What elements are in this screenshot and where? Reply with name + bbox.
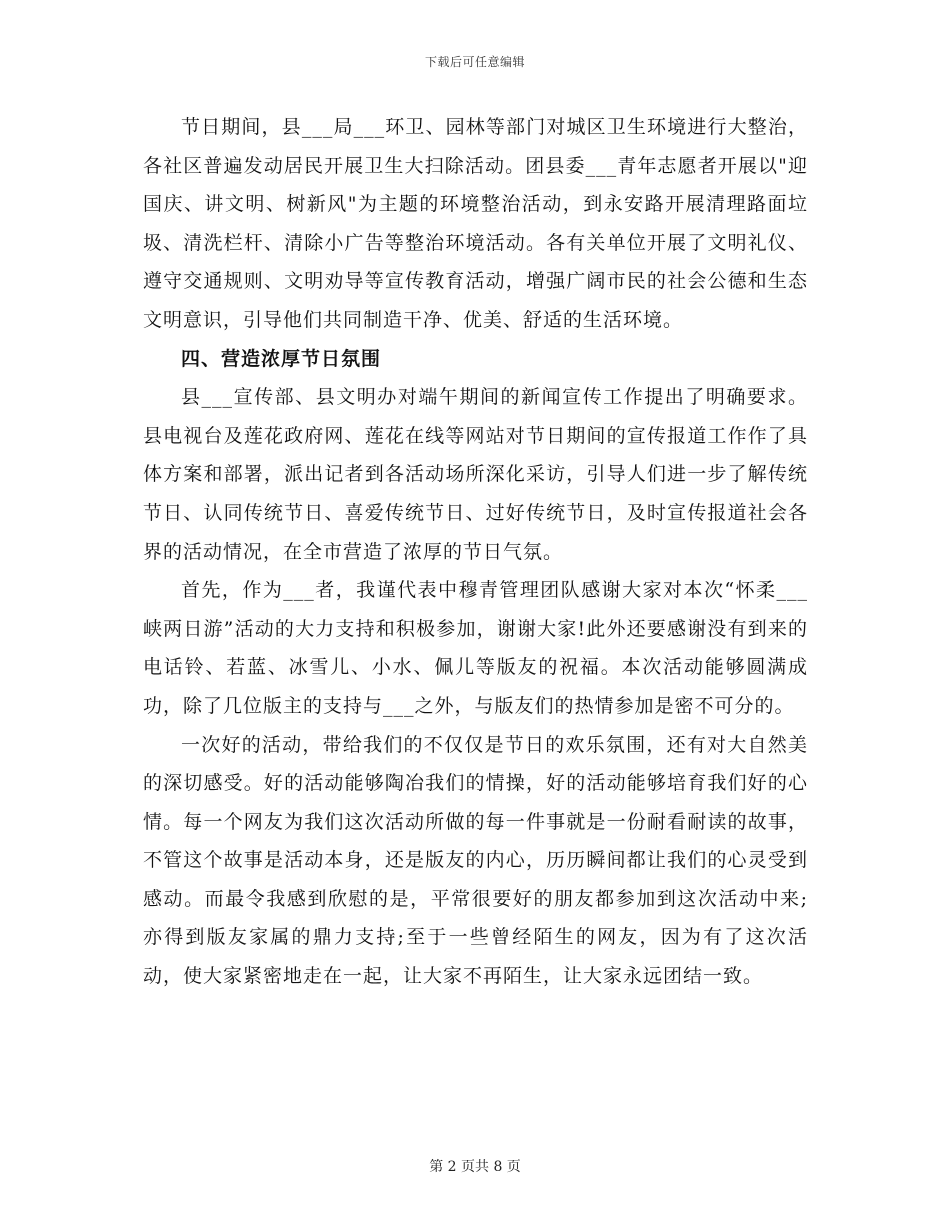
paragraph-sanitation: 节日期间，县___局___环卫、园林等部门对城区卫生环境进行大整治，各社区普遍发动居民开展卫生大扫除活动。团县委___青年志愿者开展以"迎国庆、讲文明、树新风"为主题的环境整治活动，到永安路开展清理路面垃圾、清洗栏杆、清除小广告等整治环境活动。各有关单位开展了文明礼仪、遵守交通规则、文明劝导等宣传教育活动，增强广阔市民的社会公德和生态文明意识，引导他们共同制造干净、优美、舒适的生活环境。 [143,116,808,331]
document-body [143,108,808,996]
page-header: 下载后可任意编辑 [424,55,525,69]
page-footer: 第 2 页共 8 页 [429,1159,521,1175]
section-heading: 四、营造浓厚节日氛围 [181,347,382,370]
paragraph-publicity: 县___宣传部、县文明办对端午期间的新闻宣传工作提出了明确要求。县电视台及莲花政府网、莲花在线等网站对节日期间的宣传报道工作作了具体方案和部署，派出记者到各活动场所深化采访，引导人们进一步了解传统节日、认同传统节日、喜爱传统节日、过好传统节日，及时宣传报道社会各界的活动情况，在全市营造了浓厚的节日气氛。 [143,386,808,563]
paragraph-activity: 一次好的活动，带给我们的不仅仅是节日的欢乐氛围，还有对大自然美的深切感受。好的活动能够陶冶我们的情操，好的活动能够培育我们好的心情。每一个网友为我们这次活动所做的每一件事就是一份耐看耐读的故事，不管这个故事是活动本身，还是版友的内心，历历瞬间都让我们的心灵受到感动。而最令我感到欣慰的是，平常很要好的朋友都参加到这次活动中来;亦得到版友家属的鼎力支持;至于一些曾经陌生的网友，因为有了这次活动，使大家紧密地走在一起，让大家不再陌生，让大家永远团结一致。 [143,733,808,988]
paragraph-thanks: 首先，作为___者，我谨代表中穆青管理团队感谢大家对本次“怀柔___峡两日游”活动的大力支持和积极参加，谢谢大家!此外还要感谢没有到来的电话铃、若蓝、冰雪儿、小水、佩儿等版友的祝福。本次活动能够圆满成功，除了几位版主的支持与___之外，与版友们的热情参加是密不可分的。 [143,579,808,717]
